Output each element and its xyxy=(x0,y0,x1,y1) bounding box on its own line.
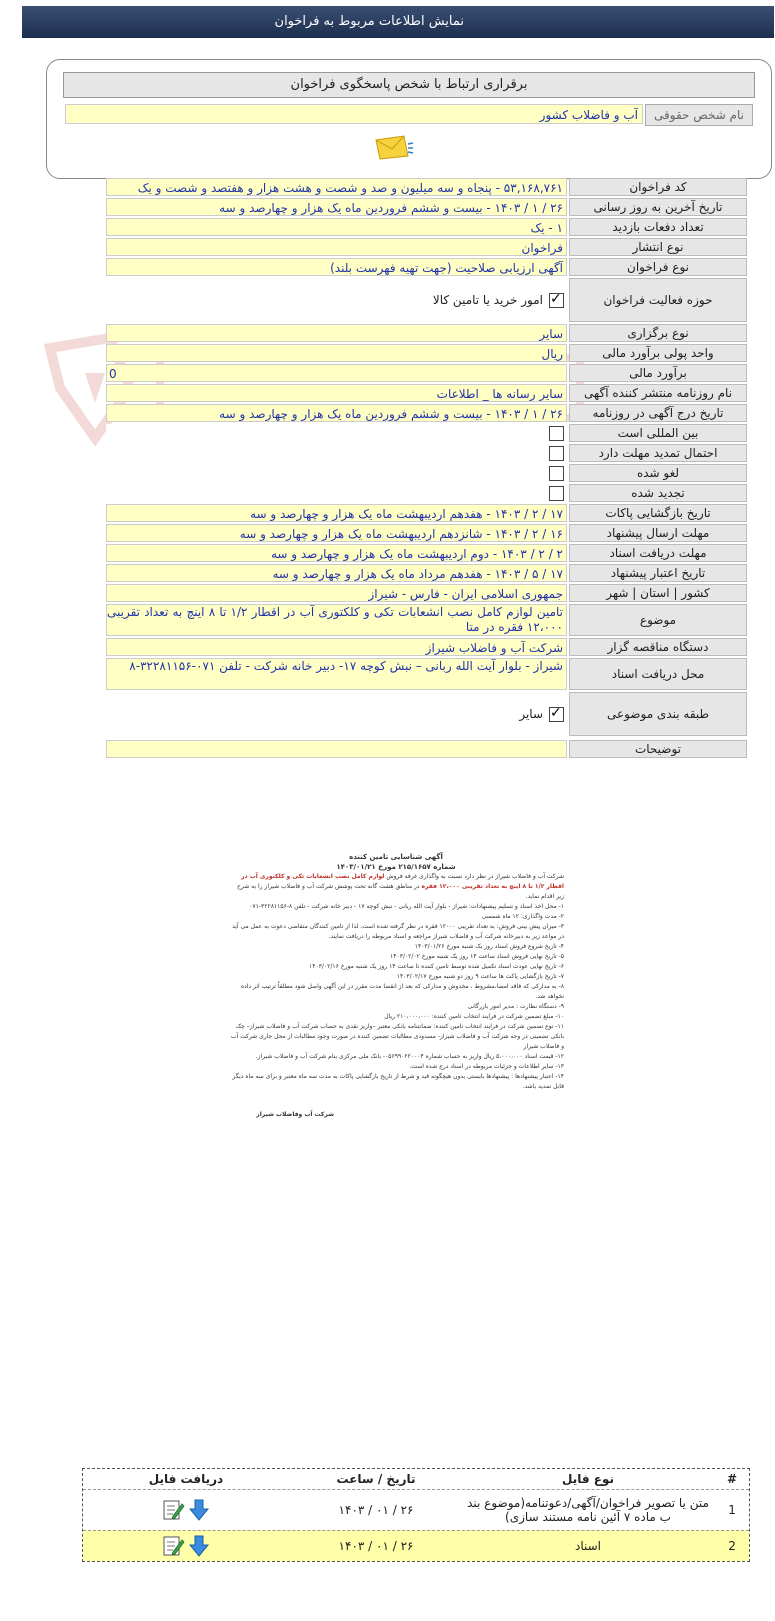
field-estimate xyxy=(106,364,747,382)
newspaper-label: نام روزنامه منتشر کننده آگهی xyxy=(569,384,747,402)
envelope-icon[interactable] xyxy=(374,134,414,160)
table-row xyxy=(83,1489,749,1530)
organizer-label: دستگاه مناقصه گزار xyxy=(569,638,747,656)
row-type: اسناد xyxy=(575,1539,602,1553)
renewed-checkbox[interactable] xyxy=(549,486,564,501)
pub-type-value: فراخوان xyxy=(106,238,567,256)
col-download-header: دریافت فایل xyxy=(148,1472,224,1486)
field-validity xyxy=(106,564,747,582)
row-date: ۲۶ / ۰۱ / ۱۴۰۳ xyxy=(338,1539,414,1553)
code-value: ۵۳,۱۶۸,۷۶۱ - پنجاه و سه میلیون و صد و شصت و هشت هزار و هفتصد و شصت و یک xyxy=(106,178,567,196)
renewed-value xyxy=(106,484,567,502)
call-type-label: نوع فراخوان xyxy=(569,258,747,276)
field-news-date xyxy=(106,404,747,422)
doc-item: ۹- دستگاه نظارت : مدیر امور بازرگانی xyxy=(467,1003,564,1010)
news-date-label: تاریخ درج آگهی در روزنامه xyxy=(569,404,747,422)
page-title: نمایش اطلاعات مربوط به فراخوان xyxy=(274,14,464,29)
cancelled-checkbox[interactable] xyxy=(549,466,564,481)
estimate-label: برآورد مالی xyxy=(569,364,747,382)
field-visits xyxy=(106,218,747,236)
row-date: ۲۶ / ۰۱ / ۱۴۰۳ xyxy=(338,1503,414,1517)
notes-value xyxy=(106,740,567,758)
doc-place-value: شیراز - بلوار آیت الله ربانی – نبش کوچه ۱۷- دبیر خانه شرکت - تلفن ۰۷۱-۳۲۲۸۱۱۵۶-۸ xyxy=(106,658,567,690)
cancelled-value xyxy=(106,464,567,482)
doc-item: ۵- تاریخ نهایی فروش اسناد ساعت ۱۴ روز یک شنبه مورخ ۱۴۰۳/۰۲/۰۲ xyxy=(390,953,564,960)
opening-value: ۱۷ / ۲ / ۱۴۰۳ - هفدهم اردیبهشت ماه یک هزار و چهارصد و سه xyxy=(106,504,567,522)
contact-row xyxy=(63,104,753,124)
doc-intro-red: لوازم کامل نصب انشعابات تکی و کلکتوری آب در اقطار ۱/۲ تا ۸ اینچ به تعداد تقریبی ۱۲،۰۰۰ فقره xyxy=(241,873,564,890)
field-doc-place xyxy=(106,658,747,690)
col-type-header: نوع فایل xyxy=(562,1472,614,1486)
doc-item: ۱- محل اخذ اسناد و تسلیم پیشنهادات: شیراز - بلوار آیت الله ربانی - نبش کوچه ۱۷ - دبیر خانه شرکت - تلفن ۸-۳۲۲۸۱۱۵۶-۰۷۱ xyxy=(249,903,564,910)
edit-document-icon[interactable] xyxy=(161,1534,185,1558)
row-type: متن یا تصویر فراخوان/آگهی/دعوتنامه(موضوع بند ب ماده ۷ آئین نامه مستند سازی) xyxy=(467,1496,709,1524)
news-date-value: ۲۶ / ۱ / ۱۴۰۳ - بیست و ششم فروردین ماه یک هزار و چهارصد و سه xyxy=(106,404,567,422)
edit-document-icon[interactable] xyxy=(161,1498,185,1522)
doc-item: ۳- میزان پیش بینی فروش: به تعداد تقریبی ۱۲۰۰۰ فقره در نظر گرفته شده است. لذا از تامین کنندگان متقاضی دعوت به عمل می آید در مواعد زیر به دبیرخانه شرکت آب و فاضلاب شیراز مراجعه و اسناد مربوطه را دریافت نمایند. xyxy=(232,923,564,940)
holding-type-value: سایر xyxy=(106,324,567,342)
doc-intro-b: در مناطق هشت گانه تحت پوشش شرکت آب و فاضلاب شیراز را به شرح زیر اقدام نماید. xyxy=(237,883,564,900)
field-cancelled xyxy=(106,464,747,482)
announcement-image xyxy=(228,852,564,1232)
extension-label: احتمال تمدید مهلت دارد xyxy=(569,444,747,462)
scope-text: امور خرید یا تامین کالا xyxy=(432,293,543,307)
subject-value: تامین لوازم کامل نصب انشعابات تکی و کلکتوری آب در اقطار ۱/۲ تا ۸ اینچ به تعداد تقریبی ۱۲،۰۰۰ فقره در متا xyxy=(106,604,567,636)
field-notes xyxy=(106,740,747,758)
holding-type-label: نوع برگزاری xyxy=(569,324,747,342)
field-last-update xyxy=(106,198,747,216)
location-label: کشور | استان | شهر xyxy=(569,584,747,602)
doc-number: شماره ۲۱۵/۱۶۵۷ مورخ ۱۴۰۳/۰۱/۲۱ xyxy=(336,863,456,871)
validity-label: تاریخ اعتبار پیشنهاد xyxy=(569,564,747,582)
renewed-label: تجدید شده xyxy=(569,484,747,502)
doc-item: ۶- تاریخ نهایی عودت اسناد تکمیل شده توسط تامین کننده تا ساعت ۱۴ روز یک شنبه مورخ ۱۴۰۳/۰۲/۱۶ xyxy=(309,963,564,970)
call-type-value: آگهی ارزیابی صلاحیت (جهت تهیه فهرست بلند) xyxy=(106,258,567,276)
scope-value xyxy=(106,278,567,322)
row-download xyxy=(83,1490,289,1530)
estimate-value: 0 xyxy=(106,364,567,382)
field-organizer xyxy=(106,638,747,656)
field-currency xyxy=(106,344,747,362)
field-extension xyxy=(106,444,747,462)
international-label: بین المللی است xyxy=(569,424,747,442)
table-row xyxy=(83,1530,749,1561)
doc-item: ۴- تاریخ شروع فروش اسناد روز یک شنبه مورخ ۱۴۰۳/۰۱/۲۶ xyxy=(414,943,564,950)
doc-item: ۷- تاریخ بازگشایی پاکت ها ساعت ۹ روز دو شنبه مورخ ۱۴۰۳/۰۲/۱۷ xyxy=(396,973,564,980)
subject-label: موضوع xyxy=(569,604,747,636)
col-date-header: تاریخ / ساعت xyxy=(336,1472,416,1486)
doc-item: ۲- مدت واگذاری: ۱۲ ماه شمسی xyxy=(481,913,564,920)
row-download xyxy=(83,1531,289,1561)
code-label: کد فراخوان xyxy=(569,178,747,196)
last-update-value: ۲۶ / ۱ / ۱۴۰۳ - بیست و ششم فروردین ماه یک هزار و چهارصد و سه xyxy=(106,198,567,216)
row-num: 2 xyxy=(728,1539,736,1553)
scope-checkbox[interactable] xyxy=(549,293,564,308)
files-table xyxy=(82,1468,750,1562)
field-location xyxy=(106,584,747,602)
category-checkbox[interactable] xyxy=(549,707,564,722)
extension-value xyxy=(106,444,567,462)
field-call-type xyxy=(106,258,747,276)
international-value xyxy=(106,424,567,442)
doc-item: ۱۰- مبلغ تضمین شرکت در فرایند انتخاب تامین کننده: ۲۱۰،۰۰۰،۰۰۰ ریال xyxy=(384,1013,564,1020)
contact-heading: برقراری ارتباط با شخص پاسخگوی فراخوان xyxy=(63,72,755,98)
notes-label: توضیحات xyxy=(569,740,747,758)
legal-person-value: آب و فاضلاب کشور xyxy=(65,104,643,124)
doc-intro-a: شرکت آب و فاضلاب شیراز در نظر دارد نسبت به واگذاری غرفه فروش xyxy=(386,873,564,880)
organizer-value: شرکت آب و فاضلاب شیراز xyxy=(106,638,567,656)
international-checkbox[interactable] xyxy=(549,426,564,441)
doc-intro xyxy=(228,872,564,902)
row-num: 1 xyxy=(728,1503,736,1517)
category-value xyxy=(106,692,567,736)
download-arrow-icon[interactable] xyxy=(187,1534,211,1558)
category-label: طبقه بندی موضوعی xyxy=(569,692,747,736)
doc-signature: شرکت آب وفاضلاب شیراز xyxy=(256,1111,334,1118)
scope-label: حوزه فعالیت فراخوان xyxy=(569,278,747,322)
download-arrow-icon[interactable] xyxy=(187,1498,211,1522)
pub-type-label: نوع انتشار xyxy=(569,238,747,256)
doc-item: ۱۳- سایر اطلاعات و جزئیات مربوطه در اسناد درج شده است. xyxy=(409,1063,564,1070)
doc-place-label: محل دریافت اسناد xyxy=(569,658,747,690)
files-table-header xyxy=(83,1469,749,1489)
field-newspaper xyxy=(106,384,747,402)
visits-label: تعداد دفعات بازدید xyxy=(569,218,747,236)
location-value: جمهوری اسلامی ایران - فارس - شیراز xyxy=(106,584,567,602)
doc-item: ۸- به مدارکی که فاقد امضا،مشروط ، مخدوش و مدارکی که بعد از انقضا مدت مقرر در این آگهی واصل شود مطلقاً ترتیب اثر داده نخواهد شد. xyxy=(240,983,564,1000)
field-opening xyxy=(106,504,747,522)
doc-item: ۱۴- اعتبار پیشنهادها : پیشنهادها بایستی بدون هیچگونه قید و شرط از تاریخ بازگشایی پاکات به مدت سه ماه معتبر و برای سه ماه دیگر قابل تمدید باشد. xyxy=(232,1073,564,1090)
visits-value: ۱ - یک xyxy=(106,218,567,236)
field-international xyxy=(106,424,747,442)
currency-value: ریال xyxy=(106,344,567,362)
field-renewed xyxy=(106,484,747,502)
doc-deadline-value: ۲ / ۲ / ۱۴۰۳ - دوم اردیبهشت ماه یک هزار و چهارصد و سه xyxy=(106,544,567,562)
doc-deadline-label: مهلت دریافت اسناد xyxy=(569,544,747,562)
opening-label: تاریخ بازگشایی پاکات xyxy=(569,504,747,522)
page-header xyxy=(22,6,774,38)
category-text: سایر xyxy=(519,707,543,721)
last-update-label: تاریخ آخرین به روز رسانی xyxy=(569,198,747,216)
legal-person-label: نام شخص حقوقی xyxy=(645,104,753,126)
col-num-header: # xyxy=(726,1472,738,1486)
doc-title: آگهی شناسایی تامین کننده xyxy=(349,853,443,861)
validity-value: ۱۷ / ۵ / ۱۴۰۳ - هفدهم مرداد ماه یک هزار و چهارصد و سه xyxy=(106,564,567,582)
submit-deadline-value: ۱۶ / ۲ / ۱۴۰۳ - شانزدهم اردیبهشت ماه یک هزار و چهارصد و سه xyxy=(106,524,567,542)
field-pub-type xyxy=(106,238,747,256)
field-submit-deadline xyxy=(106,524,747,542)
field-doc-deadline xyxy=(106,544,747,562)
field-scope xyxy=(106,278,747,322)
field-code xyxy=(106,178,747,196)
field-holding-type xyxy=(106,324,747,342)
field-category xyxy=(106,692,747,736)
extension-checkbox[interactable] xyxy=(549,446,564,461)
field-subject xyxy=(106,604,747,636)
doc-item: ۱۱- نوع تضمین شرکت در فرایند انتخاب تامین کننده: ضمانتنامه بانکی معتبر –واریز نقدی به حساب شرکت آب و فاضلاب شیراز– چک بانکی تضمینی در وجه شرکت آب و فاضلاب شیراز- مسدودی مطالبات تضمین کننده در صورت وجود مطالبات از محل جاری شرکت آب و فاضلاب شیراز xyxy=(230,1023,564,1050)
doc-item: ۱۲- قیمت اسناد ۵،۰۰۰،۰۰۰ ریال واریز به حساب شماره ۰۵۶۹۹۰۲۲۰۰۰۴- بانک ملی مرکزی بنام شرکت آب و فاضلاب شیراز. xyxy=(255,1053,564,1060)
newspaper-value: سایر رسانه ها _ اطلاعات xyxy=(106,384,567,402)
contact-box xyxy=(46,59,772,179)
currency-label: واحد پولی برآورد مالی xyxy=(569,344,747,362)
submit-deadline-label: مهلت ارسال پیشنهاد xyxy=(569,524,747,542)
cancelled-label: لغو شده xyxy=(569,464,747,482)
